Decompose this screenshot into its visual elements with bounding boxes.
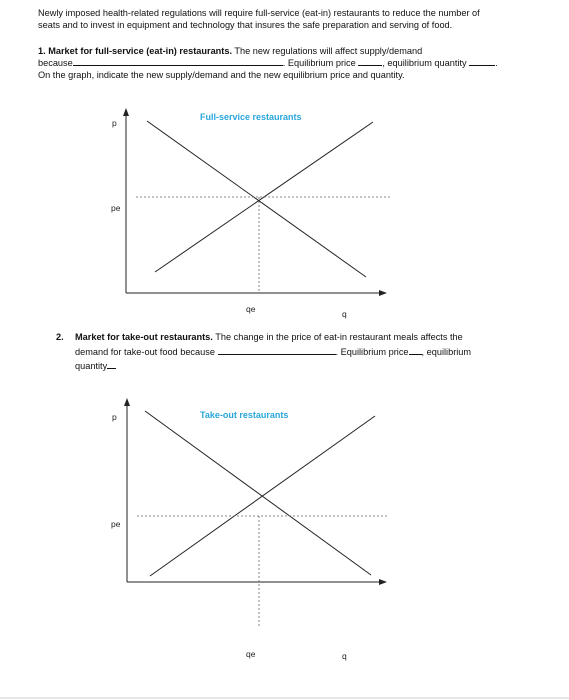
graph2-q-axis-label: q bbox=[342, 651, 347, 661]
q2-heading: Market for take-out restaurants. bbox=[75, 332, 213, 342]
q1-heading: 1. Market for full-service (eat-in) restaurants. bbox=[38, 46, 233, 56]
graph2-supply-curve bbox=[150, 416, 375, 576]
graph1-title: Full-service restaurants bbox=[200, 112, 302, 122]
graph1-price-axis-arrow bbox=[123, 108, 129, 116]
q1-because-label: because bbox=[38, 58, 73, 68]
q2-line-3 bbox=[75, 360, 116, 372]
graph2-quantity-axis-arrow bbox=[379, 579, 387, 585]
q2-line-1-text: The change in the price of eat-in restaurant meals affects the bbox=[212, 332, 463, 342]
q1-line-3: On the graph, indicate the new supply/demand and the new equilibrium price and quantity. bbox=[38, 70, 405, 80]
q1-eq-qty-label: , equilibrium quantity bbox=[382, 58, 467, 68]
q2-quantity-blank[interactable] bbox=[107, 360, 116, 369]
graph2-demand-curve bbox=[145, 411, 371, 575]
q2-line-2-text: demand for take-out food because bbox=[75, 347, 215, 357]
graph2-pe-label: pe bbox=[111, 519, 121, 529]
graph1-demand-curve bbox=[147, 121, 366, 277]
q2-eq-price-label: . Equilibrium price bbox=[335, 347, 409, 357]
graph1-p-axis-label: p bbox=[112, 118, 117, 128]
q2-line-1-body bbox=[75, 331, 463, 343]
graph1-q-axis-label: q bbox=[342, 309, 347, 319]
q1-eq-price-label: . Equilibrium price bbox=[282, 58, 356, 68]
q2-because-blank[interactable] bbox=[218, 346, 336, 355]
q2-line-1 bbox=[56, 331, 64, 343]
q2-quantity-label: quantity bbox=[75, 361, 108, 371]
q2-line-2 bbox=[75, 346, 471, 358]
graph2-p-axis-label: p bbox=[112, 412, 117, 422]
q1-end-period: . bbox=[495, 58, 498, 68]
page-bottom-border bbox=[0, 697, 569, 699]
graph2-price-axis-arrow bbox=[124, 398, 130, 406]
q1-line-1-text: The new regulations will affect supply/demand bbox=[232, 46, 423, 56]
intro-line-1: Newly imposed health-related regulations will require full-service (eat-in) restaurants to reduce the number of bbox=[38, 8, 480, 18]
q2-price-blank[interactable] bbox=[409, 346, 422, 355]
graph1-qe-label: qe bbox=[246, 304, 256, 314]
graph1-pe-label: pe bbox=[111, 203, 121, 213]
graph2-title: Take-out restaurants bbox=[200, 410, 289, 420]
q2-equilibrium-label: , equilibrium bbox=[421, 347, 472, 357]
graph1-quantity-axis-arrow bbox=[379, 290, 387, 296]
graph2-qe-label: qe bbox=[246, 649, 256, 659]
intro-line-2: seats and to invest in equipment and technology that insures the safe preparation and serving of food. bbox=[38, 20, 453, 30]
q2-number: 2. bbox=[56, 332, 64, 342]
